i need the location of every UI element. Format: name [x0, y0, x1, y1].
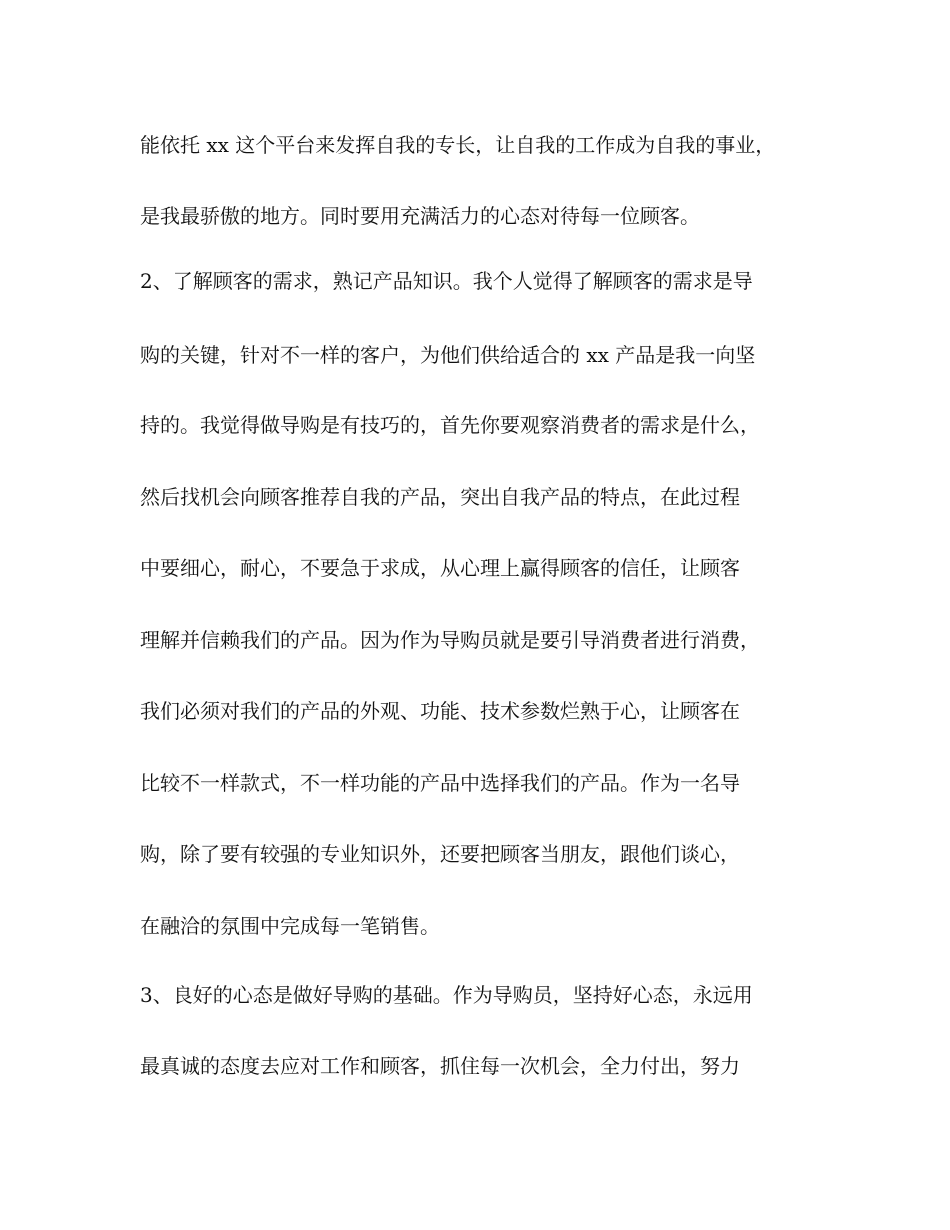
text-line: 比较不一样款式，不一样功能的产品中选择我们的产品。作为一名导	[140, 771, 740, 795]
text-line: 能依托 xx 这个平台来发挥自我的专长，让自我的工作成为自我的事业，	[140, 133, 776, 157]
text-line: 3、良好的心态是做好导购的基础。作为导购员，坚持好心态，永远用	[140, 983, 753, 1007]
text-line: 理解并信赖我们的产品。因为作为导购员就是要引导消费者进行消费，	[140, 628, 760, 652]
text-line: 是我最骄傲的地方。同时要用充满活力的心态对待每一位顾客。	[140, 204, 700, 228]
text-line: 购的关键，针对不一样的客户，为他们供给适合的 xx 产品是我一向坚	[140, 343, 756, 367]
text-line: 中要细心，耐心，不要急于求成，从心理上赢得顾客的信任，让顾客	[140, 556, 740, 580]
text-line: 然后找机会向顾客推荐自我的产品，突出自我产品的特点，在此过程	[140, 485, 740, 509]
text-line: 2、了解顾客的需求，熟记产品知识。我个人觉得了解顾客的需求是导	[140, 269, 753, 293]
text-line: 最真诚的态度去应对工作和顾客，抓住每一次机会，全力付出，努力	[140, 1054, 740, 1078]
text-line: 在融洽的氛围中完成每一笔销售。	[140, 914, 440, 938]
text-line: 持的。我觉得做导购是有技巧的，首先你要观察消费者的需求是什么，	[140, 413, 760, 437]
text-line: 购，除了要有较强的专业知识外，还要把顾客当朋友，跟他们谈心，	[140, 842, 740, 866]
text-line: 我们必须对我们的产品的外观、功能、技术参数烂熟于心，让顾客在	[140, 699, 740, 723]
